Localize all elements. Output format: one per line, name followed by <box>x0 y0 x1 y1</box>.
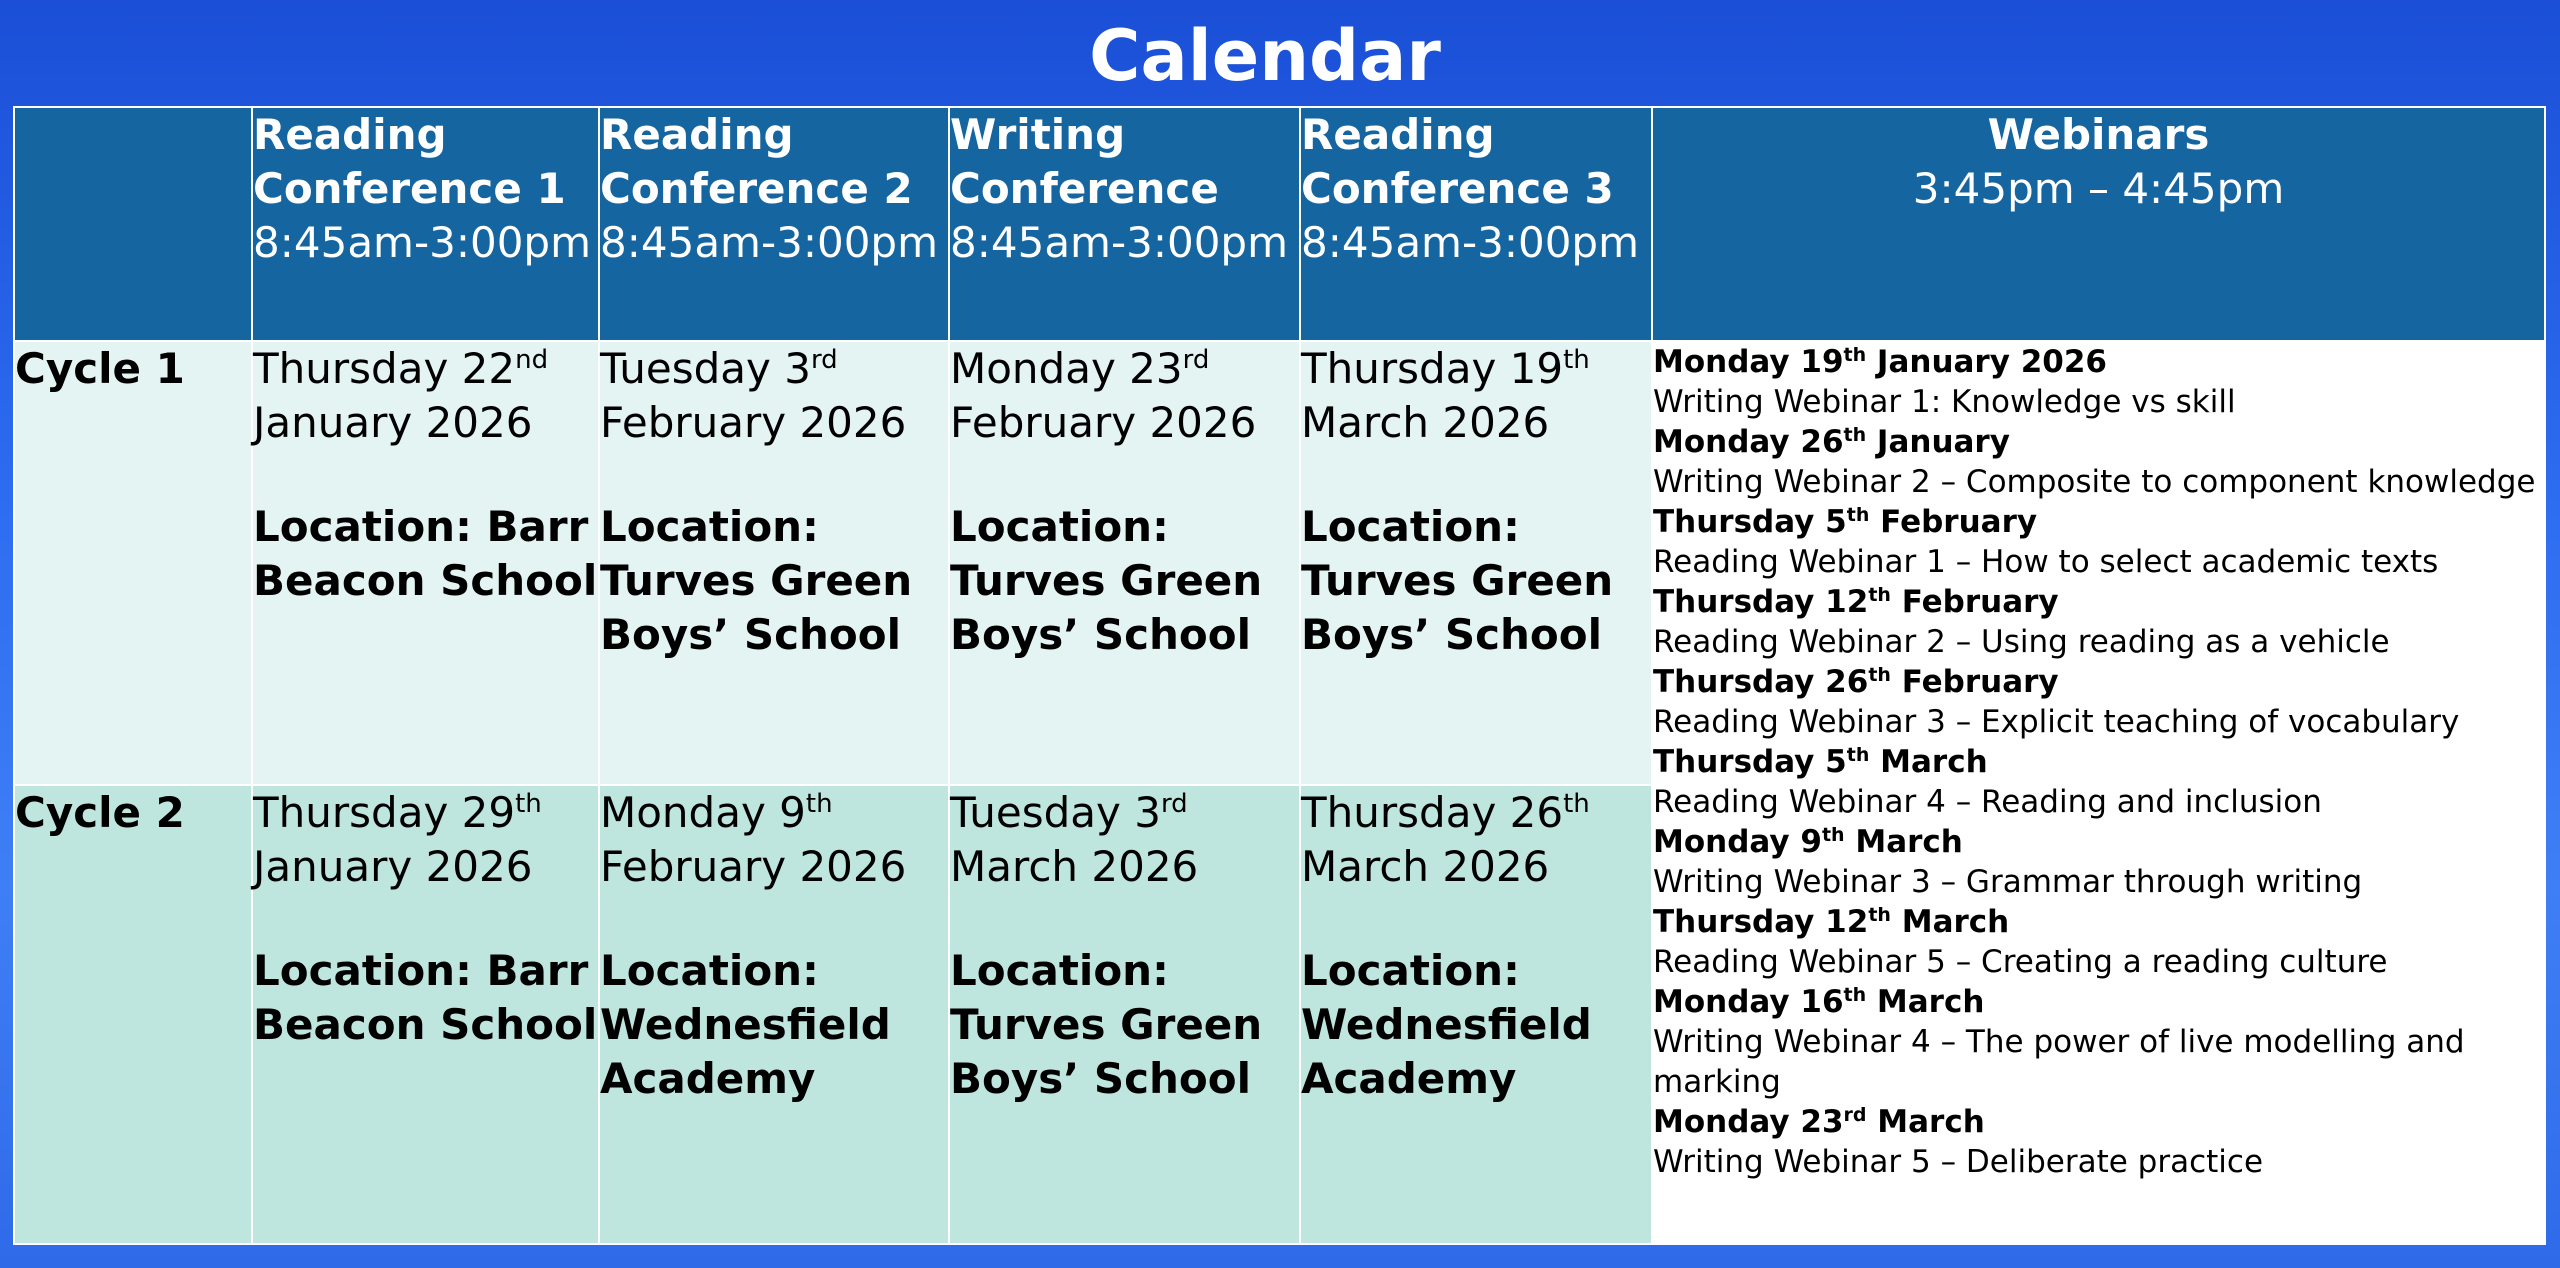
webinar-title: Reading Webinar 5 – Creating a reading culture <box>1653 944 2388 980</box>
page-title: Calendar <box>1089 15 1441 97</box>
session-date: Thursday 26th March 2026 <box>1301 788 1590 891</box>
session-location: Location: Barr Beacon School <box>253 502 598 605</box>
conference-time: 8:45am-3:00pm <box>253 218 592 267</box>
webinar-date: Thursday 5th March <box>1653 744 1988 780</box>
webinar-item <box>1653 742 2544 822</box>
session-date: Tuesday 3rd March 2026 <box>950 788 1199 891</box>
session-location: Location: Wednesfield Academy <box>1301 946 1592 1103</box>
session-cell <box>252 341 599 785</box>
header-row <box>14 107 2545 341</box>
session-location: Location: Turves Green Boys’ School <box>600 502 913 659</box>
conference-time: 8:45am-3:00pm <box>600 218 939 267</box>
webinar-date: Monday 19th January 2026 <box>1653 344 2107 380</box>
webinar-date: Thursday 26th February <box>1653 664 2059 700</box>
webinar-date: Monday 9th March <box>1653 824 1963 860</box>
cycle-label: Cycle 2 <box>14 785 252 1244</box>
webinar-item <box>1653 982 2544 1102</box>
header-conference <box>252 107 599 341</box>
webinar-item <box>1653 662 2544 742</box>
header-conference <box>599 107 949 341</box>
webinar-title: Writing Webinar 4 – The power of live modelling and marking <box>1653 1024 2465 1100</box>
cycle-row <box>14 341 2545 785</box>
webinar-date: Monday 26th January <box>1653 424 2010 460</box>
header-webinars <box>1652 107 2545 341</box>
session-cell <box>599 341 949 785</box>
webinar-title: Writing Webinar 1: Knowledge vs skill <box>1653 384 2236 420</box>
cycle-label: Cycle 1 <box>14 341 252 785</box>
webinar-title: Reading Webinar 4 – Reading and inclusion <box>1653 784 2322 820</box>
webinar-item <box>1653 822 2544 902</box>
conference-name: Reading Conference 3 <box>1301 110 1614 213</box>
session-location: Location: Wednesfield Academy <box>600 946 891 1103</box>
webinar-date: Thursday 12th February <box>1653 584 2059 620</box>
session-location: Location: Turves Green Boys’ School <box>1301 502 1614 659</box>
session-cell <box>599 785 949 1244</box>
session-date: Monday 23rd February 2026 <box>950 344 1257 447</box>
webinar-date: Monday 23rd March <box>1653 1104 1985 1140</box>
session-cell <box>949 785 1300 1244</box>
webinar-item <box>1653 422 2544 502</box>
webinar-list <box>1652 341 2545 1244</box>
session-location: Location: Turves Green Boys’ School <box>950 502 1263 659</box>
webinar-item <box>1653 1102 2544 1182</box>
header-conference <box>1300 107 1652 341</box>
webinar-date: Thursday 12th March <box>1653 904 2010 940</box>
webinar-title: Reading Webinar 2 – Using reading as a vehicle <box>1653 624 2390 660</box>
header-corner <box>14 107 252 341</box>
webinars-time: 3:45pm – 4:45pm <box>1912 164 2285 213</box>
session-cell <box>949 341 1300 785</box>
webinar-item <box>1653 342 2544 422</box>
conference-name: Reading Conference 1 <box>253 110 566 213</box>
webinars-title: Webinars <box>1987 110 2210 159</box>
webinar-item <box>1653 502 2544 582</box>
conference-time: 8:45am-3:00pm <box>1301 218 1640 267</box>
session-location: Location: Turves Green Boys’ School <box>950 946 1263 1103</box>
session-cell <box>252 785 599 1244</box>
conference-name: Writing Conference <box>950 110 1219 213</box>
webinar-title: Writing Webinar 3 – Grammar through writing <box>1653 864 2363 900</box>
webinar-item <box>1653 582 2544 662</box>
conference-time: 8:45am-3:00pm <box>950 218 1289 267</box>
session-date: Thursday 19th March 2026 <box>1301 344 1590 447</box>
webinar-date: Thursday 5th February <box>1653 504 2038 540</box>
webinar-date: Monday 16th March <box>1653 984 1985 1020</box>
session-date: Thursday 29th January 2026 <box>253 788 542 891</box>
webinar-title: Writing Webinar 2 – Composite to component knowledge <box>1653 464 2536 500</box>
session-cell <box>1300 785 1652 1244</box>
webinar-title: Reading Webinar 1 – How to select academic texts <box>1653 544 2439 580</box>
webinar-item <box>1653 902 2544 982</box>
session-date: Tuesday 3rd February 2026 <box>600 344 907 447</box>
session-date: Thursday 22nd January 2026 <box>253 344 549 447</box>
session-cell <box>1300 341 1652 785</box>
session-date: Monday 9th February 2026 <box>600 788 907 891</box>
webinar-title: Reading Webinar 3 – Explicit teaching of vocabulary <box>1653 704 2460 740</box>
webinar-title: Writing Webinar 5 – Deliberate practice <box>1653 1144 2264 1180</box>
conference-name: Reading Conference 2 <box>600 110 913 213</box>
calendar-table <box>13 106 2546 1245</box>
header-conference <box>949 107 1300 341</box>
session-location: Location: Barr Beacon School <box>253 946 598 1049</box>
